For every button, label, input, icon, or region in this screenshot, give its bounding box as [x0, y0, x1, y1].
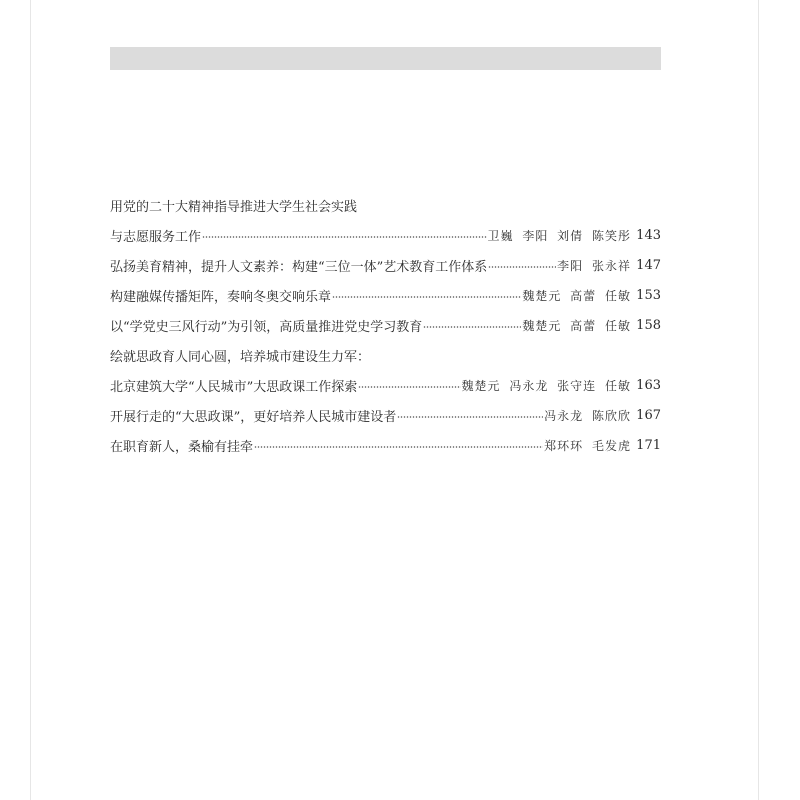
toc-leader-dots: [332, 296, 521, 299]
toc-entry-page: 171: [636, 437, 661, 453]
toc-leader-dots: [202, 236, 487, 239]
toc-entry-authors: 魏楚元 冯永龙 张守连 任敏: [461, 378, 631, 393]
toc-entry[interactable]: [110, 370, 661, 400]
toc-entry-authors: 冯永龙 陈欣欣: [544, 408, 631, 423]
toc-entry-authors: 李阳 张永祥: [557, 258, 631, 273]
page-edge-left: [30, 0, 31, 800]
toc-entry-title: 在职育新人，桑榆有挂牵: [110, 439, 254, 455]
toc-entry[interactable]: [110, 250, 661, 280]
header-bar: [110, 47, 661, 70]
toc-entry-page: 143: [636, 227, 661, 243]
toc-entry-page: 158: [636, 317, 661, 333]
toc-entry-authors: 郑环环 毛发虎: [544, 438, 631, 453]
toc-entry-title: 北京建筑大学“人民城市”大思政课工作探索: [110, 379, 358, 395]
toc-entry-title: 用党的二十大精神指导推进大学生社会实践: [110, 199, 358, 215]
toc-leader-dots: [423, 326, 521, 329]
table-of-contents: [110, 190, 661, 460]
toc-entry-page: 163: [636, 377, 661, 393]
page-edge-right: [758, 0, 759, 800]
toc-entry[interactable]: [110, 220, 661, 250]
toc-entry[interactable]: [110, 400, 661, 430]
toc-entry-page: 153: [636, 287, 661, 303]
toc-entry[interactable]: [110, 310, 661, 340]
toc-entry-title: 构建融媒传播矩阵，奏响冬奥交响乐章: [110, 289, 332, 305]
toc-entry-title: 以“学党史三风行动”为引领，高质量推进党史学习教育: [110, 319, 423, 335]
toc-entry-authors: 卫巍 李阳 刘倩 陈笑彤: [487, 228, 631, 243]
toc-entry-authors: 魏楚元 高蕾 任敏: [522, 318, 631, 333]
toc-entry[interactable]: [110, 430, 661, 460]
toc-entry-title: 绘就思政育人同心圆，培养城市建设生力军：: [110, 349, 371, 365]
toc-entry-authors: 魏楚元 高蕾 任敏: [522, 288, 631, 303]
toc-entry-page: 167: [636, 407, 661, 423]
toc-entry[interactable]: [110, 340, 661, 370]
toc-leader-dots: [358, 386, 460, 389]
toc-entry[interactable]: [110, 280, 661, 310]
toc-leader-dots: [254, 446, 543, 449]
toc-entry-page: 147: [636, 257, 661, 273]
toc-entry-title: 与志愿服务工作: [110, 229, 202, 245]
toc-entry[interactable]: [110, 190, 661, 220]
toc-entry-title: 弘扬美育精神，提升人文素养：构建“三位一体”艺术教育工作体系: [110, 259, 488, 275]
toc-leader-dots: [488, 266, 556, 269]
toc-leader-dots: [397, 416, 543, 419]
toc-entry-title: 开展行走的“大思政课”，更好培养人民城市建设者: [110, 409, 397, 425]
